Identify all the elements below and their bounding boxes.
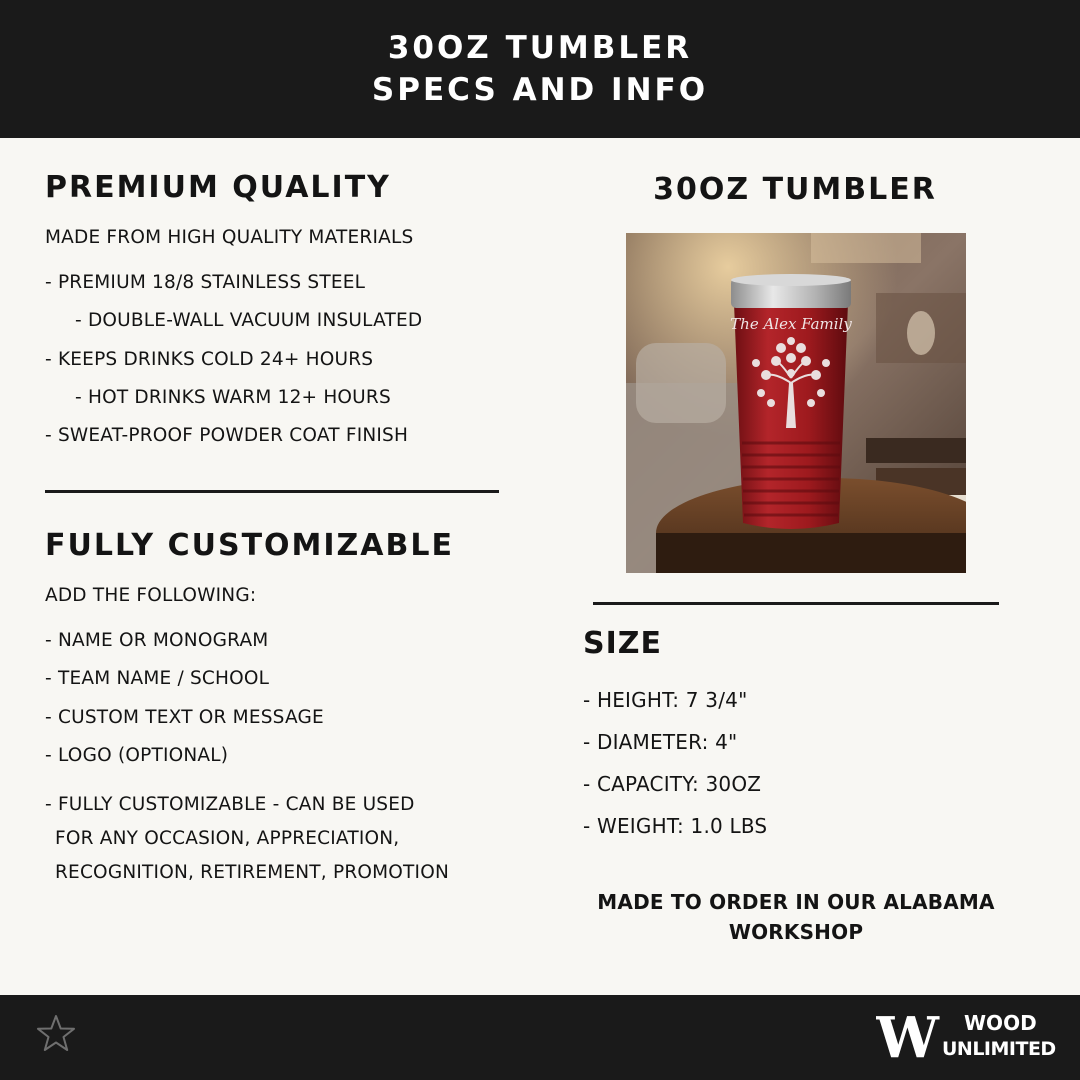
product-photo (626, 233, 966, 573)
made-to-order-line1: MADE TO ORDER IN OUR ALABAMA (597, 890, 995, 914)
header-title-line1: 30OZ TUMBLER (387, 30, 693, 66)
header-title-line2: SPECS AND INFO (371, 72, 709, 108)
size-item: - CAPACITY: 30OZ (583, 772, 762, 796)
svg-text:W: W (876, 1007, 939, 1065)
size-heading: SIZE (583, 626, 663, 661)
customizable-heading: FULLY CUSTOMIZABLE (45, 528, 454, 563)
footer-bar (0, 995, 1080, 1080)
logo-text-line2: UNLIMITED (942, 1038, 1056, 1060)
customizable-note-line: - FULLY CUSTOMIZABLE - CAN BE USED (45, 794, 415, 815)
premium-item: - SWEAT-PROOF POWDER COAT FINISH (45, 425, 409, 446)
engraving-text: The Alex Family (730, 315, 852, 333)
customizable-item: - TEAM NAME / SCHOOL (45, 668, 270, 689)
customizable-intro: ADD THE FOLLOWING: (45, 585, 257, 606)
header-banner (0, 0, 1080, 138)
product-heading: 30OZ TUMBLER (653, 172, 937, 207)
customizable-note-line: FOR ANY OCCASION, APPRECIATION, (55, 828, 400, 849)
customizable-item: - CUSTOM TEXT OR MESSAGE (45, 707, 324, 728)
size-item: - HEIGHT: 7 3/4" (583, 688, 748, 712)
customizable-item: - NAME OR MONOGRAM (45, 630, 269, 651)
size-item: - DIAMETER: 4" (583, 730, 738, 754)
divider (593, 602, 999, 605)
star-icon (36, 1013, 76, 1053)
logo-w-mark (876, 1007, 940, 1065)
premium-item: - PREMIUM 18/8 STAINLESS STEEL (45, 272, 366, 293)
customizable-note-line: RECOGNITION, RETIREMENT, PROMOTION (55, 862, 450, 883)
premium-item: - DOUBLE-WALL VACUUM INSULATED (75, 310, 423, 331)
logo-text-line1: WOOD (964, 1011, 1037, 1035)
made-to-order-line2: WORKSHOP (728, 920, 864, 944)
premium-item: - HOT DRINKS WARM 12+ HOURS (75, 387, 391, 408)
customizable-item: - LOGO (OPTIONAL) (45, 745, 229, 766)
premium-quality-heading: PREMIUM QUALITY (45, 170, 391, 205)
premium-item: - KEEPS DRINKS COLD 24+ HOURS (45, 349, 374, 370)
divider (45, 490, 499, 493)
size-item: - WEIGHT: 1.0 LBS (583, 814, 768, 838)
premium-intro: MADE FROM HIGH QUALITY MATERIALS (45, 227, 414, 248)
wood-unlimited-logo (876, 1007, 1056, 1067)
